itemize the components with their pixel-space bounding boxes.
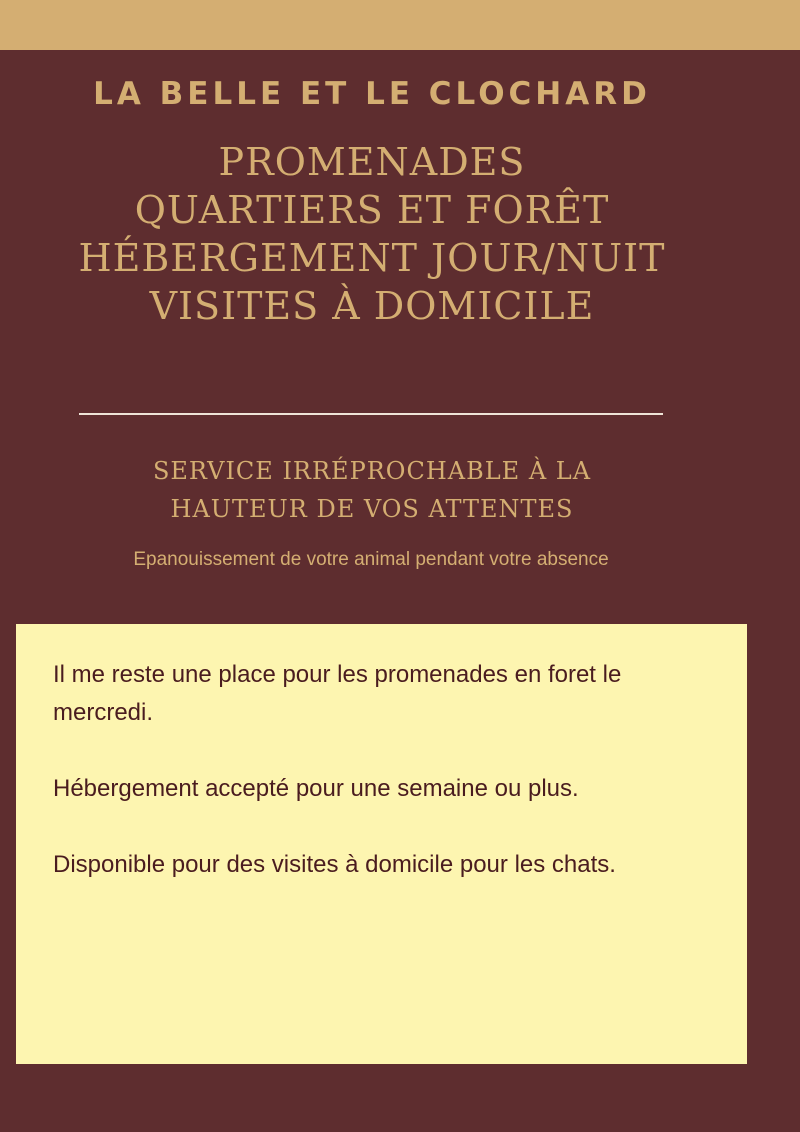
notice-paragraph-promenades: Il me reste une place pour les promenades en foret le mercredi. — [53, 661, 622, 726]
subtext: Epanouissement de votre animal pendant votre absence — [133, 549, 609, 570]
notice-box — [16, 624, 747, 1064]
brand-title: LA BELLE ET LE CLOCHARD — [93, 76, 651, 112]
notice-paragraph-visites-chats: Disponible pour des visites à domicile pour les chats. — [53, 851, 616, 878]
tagline — [0, 452, 744, 528]
notice-paragraph-hebergement: Hébergement accepté pour une semaine ou plus. — [53, 775, 579, 802]
service-hebergement: HÉBERGEMENT JOUR/NUIT — [78, 236, 666, 280]
service-promenades: PROMENADES — [218, 140, 526, 184]
service-visites-domicile: VISITES À DOMICILE — [149, 284, 595, 328]
top-accent-band — [0, 0, 800, 50]
tagline-line-1: SERVICE IRRÉPROCHABLE À LA — [152, 457, 592, 485]
services-list — [0, 138, 744, 330]
divider-line — [79, 413, 663, 415]
tagline-line-2: HAUTEUR DE VOS ATTENTES — [170, 495, 574, 523]
service-quartiers-foret: QUARTIERS ET FORÊT — [134, 188, 610, 232]
